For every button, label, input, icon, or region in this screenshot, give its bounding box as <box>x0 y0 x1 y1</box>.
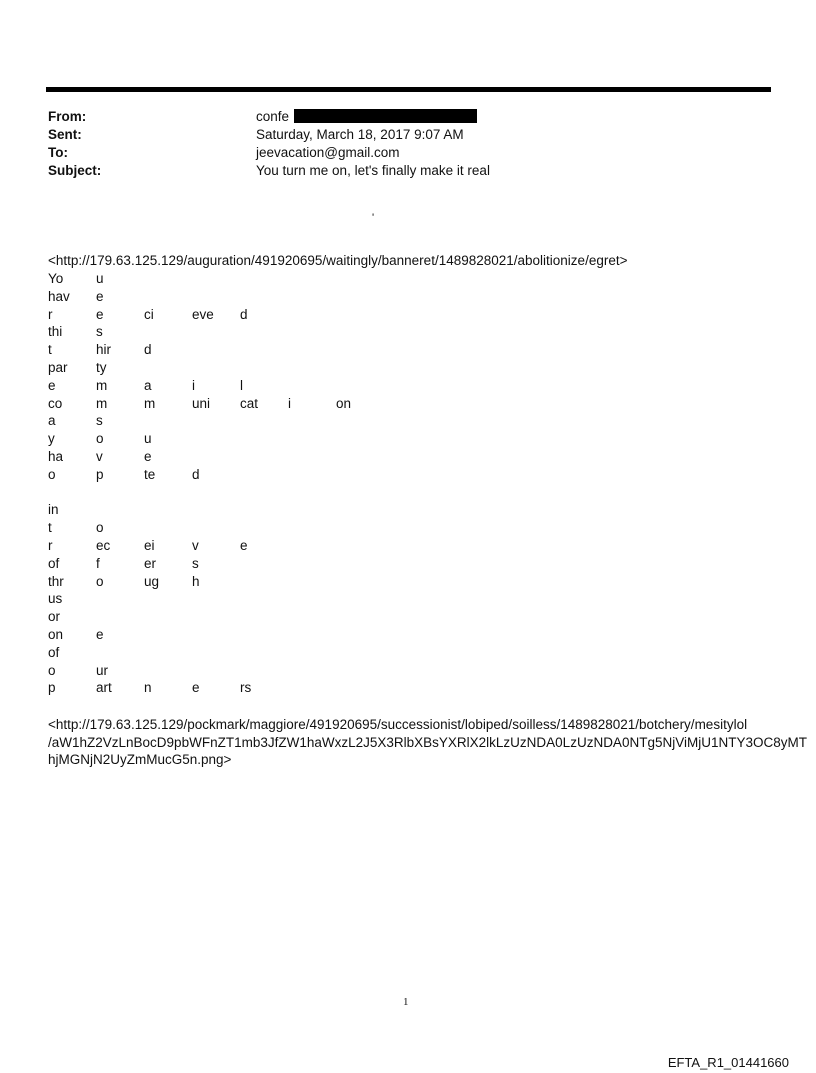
from-value <box>256 108 477 126</box>
text-fragment: e <box>144 448 152 464</box>
text-fragment: ur <box>96 662 109 678</box>
text-fragment: d <box>144 342 152 358</box>
text-fragment: m <box>96 377 108 393</box>
text-fragment: d <box>240 306 248 322</box>
text-fragment: m <box>96 395 108 411</box>
text-fragment: us <box>48 591 63 607</box>
text-fragment: r <box>48 306 53 322</box>
text-fragment: e <box>96 288 104 304</box>
text-fragment: cat <box>240 395 259 411</box>
text-fragment: e <box>240 537 248 553</box>
text-fragment: o <box>96 573 104 589</box>
text-fragment: s <box>96 324 103 340</box>
text-fragment: hir <box>96 342 112 358</box>
text-fragment: uni <box>192 395 211 411</box>
text-fragment: o <box>48 466 56 482</box>
text-fragment: par <box>48 359 68 375</box>
tracking-link-2-line: <http://179.63.125.129/pockmark/maggiore/491920695/successionist/lobiped/soilless/1489828021/botchery/mesitylol <box>48 717 748 732</box>
text-fragment: a <box>144 377 152 393</box>
text-fragment: thi <box>48 324 63 340</box>
text-fragment: s <box>192 555 199 571</box>
text-fragment: a <box>48 413 56 429</box>
bates-number: EFTA_R1_01441660 <box>667 1055 789 1070</box>
text-fragment: er <box>144 555 157 571</box>
text-fragment: o <box>96 520 104 536</box>
text-fragment: ec <box>96 537 111 553</box>
text-fragment: t <box>48 520 52 536</box>
text-fragment: e <box>96 626 104 642</box>
text-fragment: of <box>48 555 60 571</box>
text-fragment: ci <box>144 306 154 322</box>
text-fragment: u <box>96 271 104 286</box>
text-fragment: l <box>240 377 243 393</box>
text-fragment: ug <box>144 573 160 589</box>
text-fragment: t <box>48 342 52 358</box>
header-rule <box>46 87 771 92</box>
page-number: 1 <box>403 996 409 1008</box>
text-fragment: eve <box>192 306 214 322</box>
text-fragment: e <box>96 306 104 322</box>
from-label: From: <box>48 109 87 124</box>
sent-label: Sent: <box>48 127 82 142</box>
text-fragment: ha <box>48 448 64 464</box>
text-fragment: v <box>96 448 103 464</box>
text-fragment: in <box>48 502 59 518</box>
text-fragment: i <box>192 377 195 393</box>
text-fragment: o <box>48 662 56 678</box>
text-fragment: p <box>48 680 56 696</box>
text-fragment: p <box>96 466 104 482</box>
text-fragment: i <box>288 395 291 411</box>
redaction-box <box>294 109 477 123</box>
text-fragment: ei <box>144 537 155 553</box>
tracking-link-2-line: hjMGNjN2UyZmMucG5n.png> <box>48 752 232 767</box>
text-fragment: n <box>144 680 152 696</box>
stray-mark: ' <box>372 212 375 224</box>
text-fragment: ty <box>96 359 107 375</box>
from-address-visible: confe <box>256 109 290 124</box>
tracking-link-1[interactable]: <http://179.63.125.129/auguration/491920695/waitingly/banneret/1489828021/abolitionize/egret> <box>48 253 628 268</box>
text-fragment: on <box>336 395 352 411</box>
text-fragment: f <box>96 555 100 571</box>
text-fragment: o <box>96 431 104 447</box>
text-fragment: Yo <box>48 271 64 286</box>
tracking-link-2-line: /aW1hZ2VzLnBocD9pbWFnZT1mb3JfZW1haWxzL2J5X3RlbXBsYXRlX2lkLzUzNDA0LzUzNDA0NTg5NjViMjU1NTY3OC8yMT <box>48 734 807 750</box>
text-fragment: y <box>48 431 55 447</box>
text-fragment: hav <box>48 288 70 304</box>
text-fragment: v <box>192 537 199 553</box>
subject-value: You turn me on, let's finally make it real <box>256 163 490 178</box>
text-fragment: h <box>192 573 200 589</box>
text-fragment: co <box>48 395 63 411</box>
text-fragment: e <box>192 680 200 696</box>
text-fragment: s <box>96 413 103 429</box>
tracking-link-2[interactable] <box>48 716 807 769</box>
text-fragment: rs <box>240 680 252 696</box>
text-fragment: art <box>96 680 112 696</box>
subject-label: Subject: <box>48 163 102 178</box>
text-fragment: d <box>192 466 200 482</box>
text-fragment: m <box>144 395 156 411</box>
to-value: jeevacation@gmail.com <box>256 145 400 160</box>
text-fragment: u <box>144 431 152 447</box>
text-fragment: or <box>48 609 61 625</box>
text-fragment: e <box>48 377 56 393</box>
text-fragment: thr <box>48 573 64 589</box>
text-fragment: on <box>48 626 64 642</box>
text-fragment: te <box>144 466 156 482</box>
sent-value: Saturday, March 18, 2017 9:07 AM <box>256 127 464 142</box>
text-fragment: r <box>48 537 53 553</box>
to-label: To: <box>48 145 68 160</box>
text-fragment: of <box>48 644 60 660</box>
